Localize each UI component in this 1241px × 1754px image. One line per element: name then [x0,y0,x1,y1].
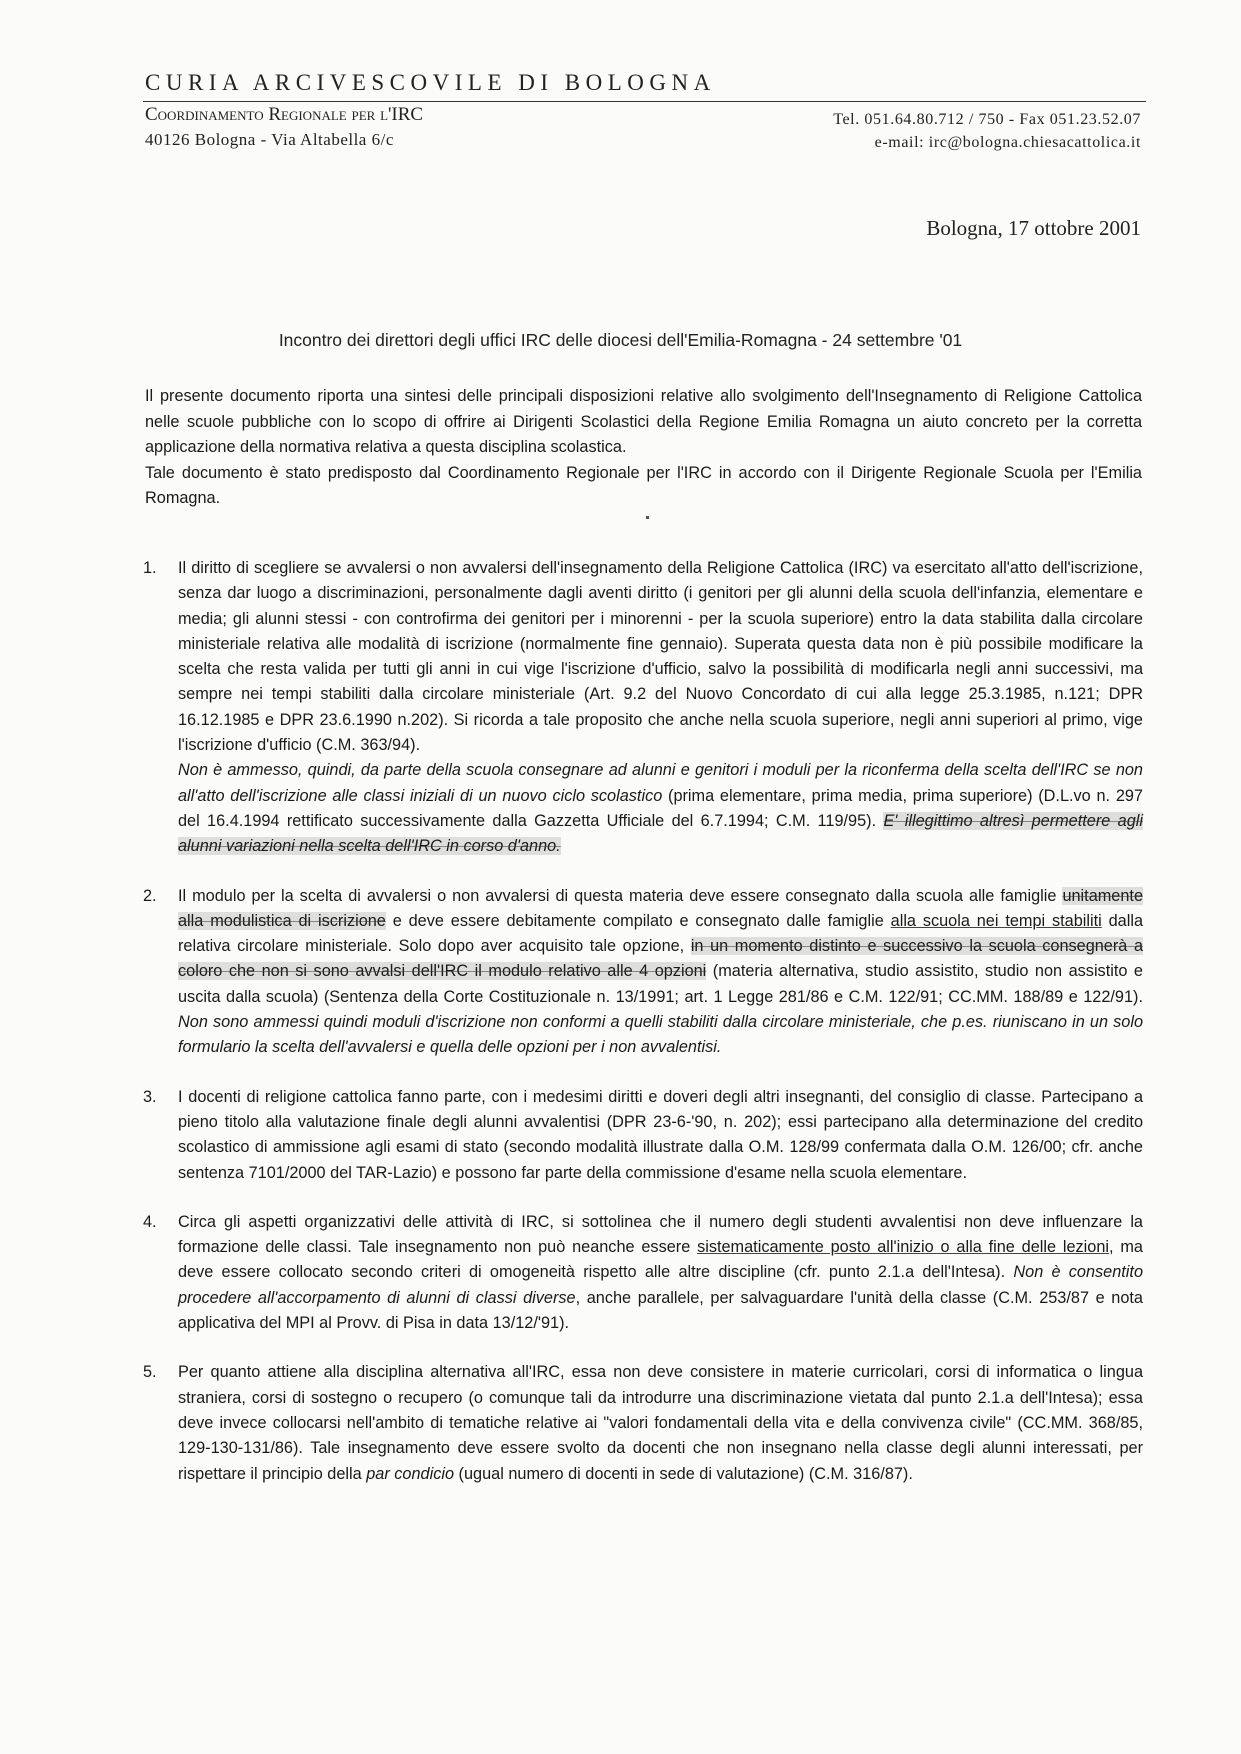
list-item [140,1360,1143,1486]
item-emphasis: par condicio [366,1464,455,1483]
item-text: Il modulo per la scelta di avvalersi o non avvalersi di questa materia deve essere consegnato dalla scuola alle famiglie [178,886,1063,905]
item-text: Il diritto di scegliere se avvalersi o non avvalersi dell'insegnamento della Religione Cattolica (IRC) va esercitato all'atto dell'iscrizione, senza dar luogo a discriminazioni, personalmente dagli aventi diritto (i genitori per gli alunni della scuola dell'infanzia, elementare e media; gli alunni stessi - con controfirma dei genitori per i minorenni - per la scuola superiore) entro la data stabilita dalla circolare ministeriale relativa alle modalità di iscrizione (normalmente fine gennaio). Superata questa data non è più possibile modificare la scelta che resta valida per tutti gli anni in cui vige l'iscrizione d'ufficio, salvo la possibilità di modificarla negli anni successivi, ma sempre nei tempi stabiliti dalla circolare ministeriale (Art. 9.2 del Nuovo Concordato di cui alla legge 25.3.1985, n.121; DPR 16.12.1985 e DPR 23.6.1990 n.202). Si ricorda a tale proposito che anche nella scuola superiore, negli anni superiori al primo, vige l'iscrizione d'ufficio (C.M. 363/94). [178,559,1143,755]
item-number: 1. [143,559,157,577]
item-underlined-text: sistematicamente posto all'inizio o alla fine delle lezioni [697,1238,1110,1257]
item-text: dalla relativa circolare ministeriale. Solo dopo aver acquisito tale opzione, [178,911,1143,956]
letterhead-phone: Tel. 051.64.80.712 / 750 - Fax 051.23.52.07 [833,111,1141,128]
list-item [140,1210,1143,1336]
document-date: Bologna, 17 ottobre 2001 [926,216,1141,240]
item-text: , anche parallele, per salvaguardare l'unità della classe (C.M. 253/87 e nota applicativa del MPI al Provv. di Pisa in data 13/12/'91). [178,1288,1143,1333]
letterhead-office: Coordinamento Regionale per l'IRC [145,104,424,125]
item-number: 2. [143,886,157,905]
item-emphasis: Non è ammesso, quindi, da parte della scuola consegnare ad alunni e genitori i moduli per la riconferma della scelta dell'IRC se non all'atto dell'iscrizione alle classi iniziali di un nuovo ciclo scolastico [178,761,1143,805]
item-emphasis: Non sono ammessi quindi moduli d'iscrizione non conformi a quelli stabiliti dalla circolare ministeriale, che p.es. riuniscano in un solo formulario la scelta dell'avvalersi e quella delle opzioni per i non avvalentisi. [178,1013,1143,1057]
item-text: Per quanto attiene alla disciplina alternativa all'IRC, essa non deve consistere in materie curricolari, corsi di informatica o lingua straniera, corsi di sostegno o recupero (o comunque tali da introdurre una discriminazione vietata dal punto 2.1.a dell'Intesa); essa deve invece collocarsi nell'ambito di tematiche relative ai "valori fondamentali della vita e della convivenza civile" (CC.MM. 368/85, 129-130-131/86). Tale insegnamento deve essere svolto da docenti che non insegnano nella classe degli alunni interessati, per rispettare il principio della [178,1363,1143,1483]
item-text: (prima elementare, prima media, prima superiore) (D.L.vo n. 297 del 16.4.1994 rettificato successivamente dalla Gazzetta Ufficiale del 6.7.1994; C.M. 119/95). [178,786,1143,830]
document-subject: Incontro dei direttori degli uffici IRC delle diocesi dell'Emilia-Romagna - 24 settembre '01 [278,330,963,350]
item-number: 3. [143,1087,157,1106]
item-number: 4. [143,1212,157,1231]
list-item [140,884,1143,1061]
item-text: I docenti di religione cattolica fanno parte, con i medesimi diritti e doveri degli altri insegnanti, del consiglio di classe. Partecipano a pieno titolo alla valutazione finale degli alunni avvalentisi (DPR 23-6-'90, n. 202); essi partecipano alla determinazione del credito scolastico di ammissione agli esami di stato (secondo modalità illustrate dalla O.M. 128/99 confermata dalla O.M. 126/00; cfr. anche sentenza 7101/2000 del TAR-Lazio) e possono far parte della commissione d'esame nella scuola elementare. [178,1087,1143,1182]
intro-section [145,384,1142,512]
letterhead-contacts [833,108,1141,154]
item-marked-text: unitamente alla modulistica di iscrizione [178,886,1143,930]
item-text: (materia alternativa, studio assistito, studio non assistito e uscita dalla scuola) (Sentenza della Corte Costituzionale n. 13/1991; art. 1 Legge 281/86 e C.M. 122/91; CC.MM. 188/89 e 122/91). [178,962,1143,1006]
item-emphasis: Non è consentito procedere all'accorpamento di alunni di classi diverse [178,1263,1143,1307]
item-marked-text: E' illegittimo altresì permettere agli alunni variazioni nella scelta dell'IRC in corso d'anno. [178,811,1143,856]
item-text: Circa gli aspetti organizzativi delle attività di IRC, si sottolinea che il numero degli studenti avvalentisi non deve influenzare la formazione delle classi. Tale insegnamento non può neanche essere [178,1212,1143,1257]
item-number: 5. [143,1363,157,1382]
item-text: e deve essere debitamente compilato e consegnato dalle famiglie [385,911,891,930]
item-text: (ugual numero di docenti in sede di valutazione) (C.M. 316/87). [454,1464,913,1483]
intro-paragraph-1: Il presente documento riporta una sintesi delle principali disposizioni relative allo svolgimento dell'Insegnamento di Religione Cattolica nelle scuole pubbliche con lo scopo di offrire ai Dirigenti Scolastici della Regione Emilia Romagna un aiuto concreto per la corretta applicazione della normativa relativa a questa disciplina scolastica. [145,387,1142,456]
list-item [140,1085,1143,1186]
item-underlined-text: alla scuola nei tempi stabiliti [890,911,1102,930]
intro-paragraph-2: Tale documento è stato predisposto dal Coordinamento Regionale per l'IRC in accordo con il Dirigente Regionale Scuola per l'Emilia Romagna. [145,463,1142,507]
letterhead-email: e-mail: irc@bologna.chiesacattolica.it [874,134,1141,151]
provisions-list [140,556,1143,1511]
item-marked-text: in un momento distinto e successivo la scuola consegnerà a coloro che non si sono avvalsi dell'IRC il modulo relativo alle 4 opzioni [178,937,1143,981]
letterhead-address: 40126 Bologna - Via Altabella 6/c [145,130,394,149]
item-text: , ma deve essere collocato secondo criteri di omogeneità rispetto alle altre discipline (cfr. punto 2.1.a dell'Intesa). [178,1238,1143,1282]
stray-mark [646,516,649,519]
letterhead-divider [143,101,1146,102]
letterhead-title: CURIA ARCIVESCOVILE DI BOLOGNA [145,70,716,95]
list-item [140,556,1143,860]
